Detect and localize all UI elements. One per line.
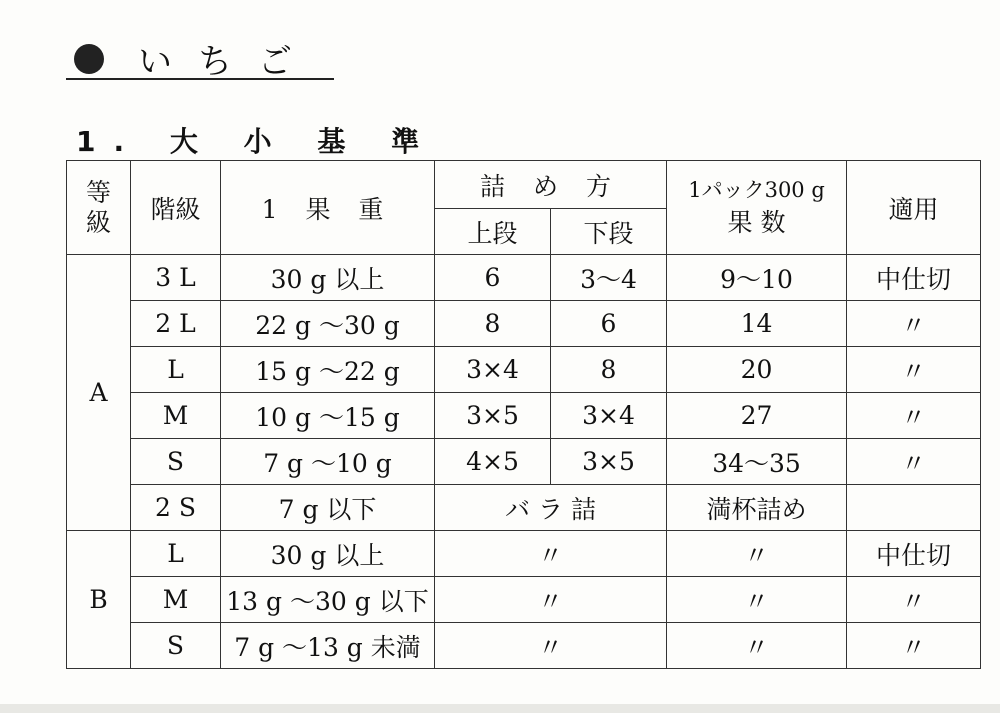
upper-cell: 6 xyxy=(435,255,551,301)
count-cell: 14 xyxy=(667,301,847,347)
upper-cell: 4×5 xyxy=(435,439,551,485)
upper-cell: 3×4 xyxy=(435,347,551,393)
header-class: 階級 xyxy=(131,161,221,255)
count-cell: 満杯詰め xyxy=(667,485,847,531)
class-cell: 3 L xyxy=(131,255,221,301)
note-cell xyxy=(847,485,981,531)
note-cell: 中仕切 xyxy=(847,531,981,577)
weight-cell: 7 g 〜10 g xyxy=(221,439,435,485)
count-cell: 34〜35 xyxy=(667,439,847,485)
section-heading: 1. 大 小 基 準 xyxy=(76,125,438,158)
class-cell: M xyxy=(131,393,221,439)
header-lower: 下段 xyxy=(551,209,667,255)
header-grade: 等級 xyxy=(67,161,131,255)
note-cell: 中仕切 xyxy=(847,255,981,301)
class-cell: S xyxy=(131,439,221,485)
weight-cell: 22 g 〜30 g xyxy=(221,301,435,347)
count-cell: 〃 xyxy=(667,531,847,577)
table-row xyxy=(67,531,981,577)
header-note: 適用 xyxy=(847,161,981,255)
weight-cell: 7 g 以下 xyxy=(221,485,435,531)
table-row xyxy=(67,255,981,301)
class-cell: 2 S xyxy=(131,485,221,531)
title-underline xyxy=(66,78,334,80)
lower-cell: 8 xyxy=(551,347,667,393)
table-row xyxy=(67,301,981,347)
count-cell: 27 xyxy=(667,393,847,439)
grade-cell: B xyxy=(67,531,131,669)
document-title xyxy=(74,34,318,83)
count-cell: 9〜10 xyxy=(667,255,847,301)
upper-cell: 3×5 xyxy=(435,393,551,439)
count-cell: 〃 xyxy=(667,623,847,669)
table-row xyxy=(67,485,981,531)
count-cell: 〃 xyxy=(667,577,847,623)
note-cell: 〃 xyxy=(847,393,981,439)
note-cell: 〃 xyxy=(847,623,981,669)
header-packing: 詰 め 方 xyxy=(435,161,667,209)
bullet-icon xyxy=(74,44,104,74)
upper-cell: 8 xyxy=(435,301,551,347)
table-row xyxy=(67,347,981,393)
lower-cell: 6 xyxy=(551,301,667,347)
count-cell: 20 xyxy=(667,347,847,393)
header-count: 1パック300 g 果 数 xyxy=(667,161,847,255)
weight-cell: 7 g 〜13 g 未満 xyxy=(221,623,435,669)
weight-cell: 30 g 以上 xyxy=(221,531,435,577)
weight-cell: 10 g 〜15 g xyxy=(221,393,435,439)
note-cell: 〃 xyxy=(847,347,981,393)
table-row xyxy=(67,623,981,669)
note-cell: 〃 xyxy=(847,301,981,347)
grade-cell: A xyxy=(67,255,131,531)
packing-cell: バ ラ 詰 xyxy=(435,485,667,531)
lower-cell: 3×4 xyxy=(551,393,667,439)
note-cell: 〃 xyxy=(847,577,981,623)
title-text: いちご xyxy=(138,42,318,82)
class-cell: L xyxy=(131,531,221,577)
weight-cell: 30 g 以上 xyxy=(221,255,435,301)
weight-cell: 13 g 〜30 g 以下 xyxy=(221,577,435,623)
note-cell: 〃 xyxy=(847,439,981,485)
class-cell: 2 L xyxy=(131,301,221,347)
header-upper: 上段 xyxy=(435,209,551,255)
lower-cell: 3〜4 xyxy=(551,255,667,301)
packing-cell: 〃 xyxy=(435,577,667,623)
table-row xyxy=(67,577,981,623)
table-row xyxy=(67,393,981,439)
page-edge xyxy=(0,704,1000,713)
packing-cell: 〃 xyxy=(435,531,667,577)
header-weight: 1 果 重 xyxy=(221,161,435,255)
packing-cell: 〃 xyxy=(435,623,667,669)
class-cell: M xyxy=(131,577,221,623)
size-standard-table xyxy=(66,160,981,669)
lower-cell: 3×5 xyxy=(551,439,667,485)
table-row xyxy=(67,439,981,485)
class-cell: L xyxy=(131,347,221,393)
weight-cell: 15 g 〜22 g xyxy=(221,347,435,393)
class-cell: S xyxy=(131,623,221,669)
